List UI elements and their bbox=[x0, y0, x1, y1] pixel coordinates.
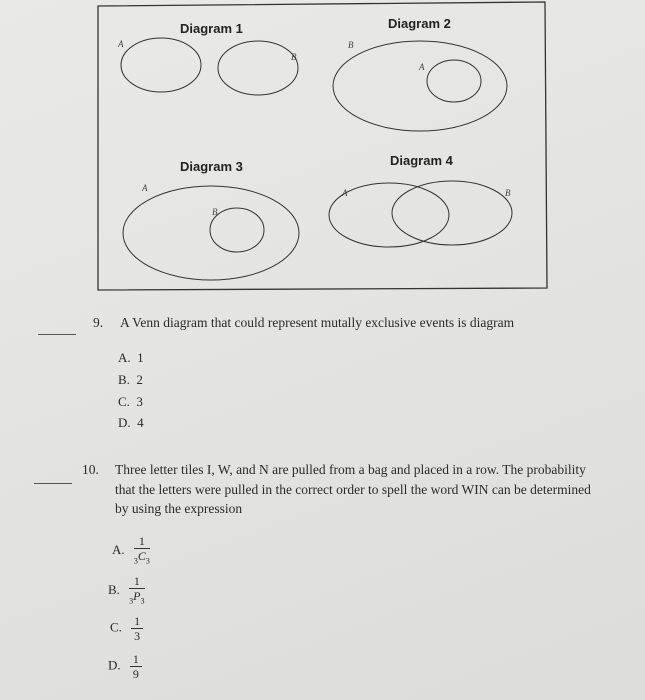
q10-line: that the letters were pulled in the correct order to spell the word WIN can be determined bbox=[115, 481, 591, 497]
q10-option-d[interactable] bbox=[108, 652, 142, 681]
diagram-4-label-b: B bbox=[505, 188, 511, 198]
diagram-2-label-a: A bbox=[419, 62, 425, 72]
diagram-1-label-a: A bbox=[118, 39, 124, 49]
q9-option-c[interactable] bbox=[118, 394, 143, 410]
denominator: $_3C_3$ bbox=[133, 549, 150, 566]
option-value: 3 bbox=[136, 394, 143, 409]
q9-option-d[interactable] bbox=[118, 415, 144, 431]
diagram-1-set-b bbox=[218, 41, 298, 95]
diagram-3-set-a bbox=[123, 186, 299, 280]
diagram-4-set-b bbox=[392, 181, 512, 245]
diagram-1-set-a bbox=[121, 38, 201, 92]
diagram-2-set-a bbox=[427, 60, 481, 102]
option-value: 2 bbox=[136, 372, 143, 387]
option-value: 4 bbox=[137, 415, 144, 430]
option-letter: B. bbox=[118, 372, 130, 387]
q10-option-a[interactable] bbox=[112, 534, 150, 568]
q9-text: A Venn diagram that could represent mutally exclusive events is diagram bbox=[120, 315, 515, 330]
fraction bbox=[130, 652, 142, 681]
diagram-3-set-b bbox=[210, 208, 264, 252]
numerator: 1 bbox=[131, 614, 143, 629]
diagram-4-set-a bbox=[329, 183, 449, 247]
q10-line: by using the expression bbox=[115, 501, 243, 516]
q10-answer-blank[interactable] bbox=[34, 483, 72, 484]
diagram-2-title: Diagram 2 bbox=[388, 16, 451, 31]
diagram-4-label-a: A bbox=[342, 188, 348, 198]
q9-number: 9. bbox=[93, 315, 104, 330]
option-letter: A. bbox=[112, 542, 125, 558]
q10-number: 10. bbox=[82, 462, 99, 477]
q10-text bbox=[115, 460, 591, 519]
numerator: 1 bbox=[129, 574, 144, 589]
numerator: 1 bbox=[134, 534, 150, 549]
option-letter: C. bbox=[110, 619, 122, 635]
fraction bbox=[131, 614, 143, 643]
denominator: 9 bbox=[132, 667, 139, 681]
diagram-2-label-b: B bbox=[348, 40, 354, 50]
diagram-1-title: Diagram 1 bbox=[180, 21, 243, 36]
option-letter: D. bbox=[118, 415, 131, 430]
fraction bbox=[134, 534, 150, 568]
q10-line: Three letter tiles I, W, and N are pulled from a bag and placed in a row. The probability bbox=[115, 462, 586, 477]
q9-answer-blank[interactable] bbox=[38, 334, 76, 335]
fraction bbox=[129, 574, 144, 608]
option-letter: D. bbox=[108, 657, 121, 673]
q10-option-c[interactable] bbox=[110, 614, 143, 643]
diagram-3-label-a: A bbox=[142, 183, 148, 193]
diagram-3-label-b: B bbox=[212, 207, 218, 217]
figure-border bbox=[98, 2, 547, 290]
q10-option-b[interactable] bbox=[108, 574, 145, 608]
option-letter: C. bbox=[118, 394, 130, 409]
diagram-4-title: Diagram 4 bbox=[390, 153, 453, 168]
option-letter: A. bbox=[118, 350, 131, 365]
diagram-1-label-b: B bbox=[291, 52, 297, 62]
denominator: 3 bbox=[134, 629, 141, 643]
q9-option-a[interactable] bbox=[118, 350, 144, 366]
denominator: $_3P_3$ bbox=[129, 589, 145, 606]
venn-diagram-figure bbox=[0, 0, 645, 300]
q9-option-b[interactable] bbox=[118, 372, 143, 388]
diagram-3-title: Diagram 3 bbox=[180, 159, 243, 174]
diagram-2-set-b bbox=[333, 41, 507, 131]
numerator: 1 bbox=[130, 652, 142, 667]
option-letter: B. bbox=[108, 582, 120, 598]
option-value: 1 bbox=[137, 350, 144, 365]
